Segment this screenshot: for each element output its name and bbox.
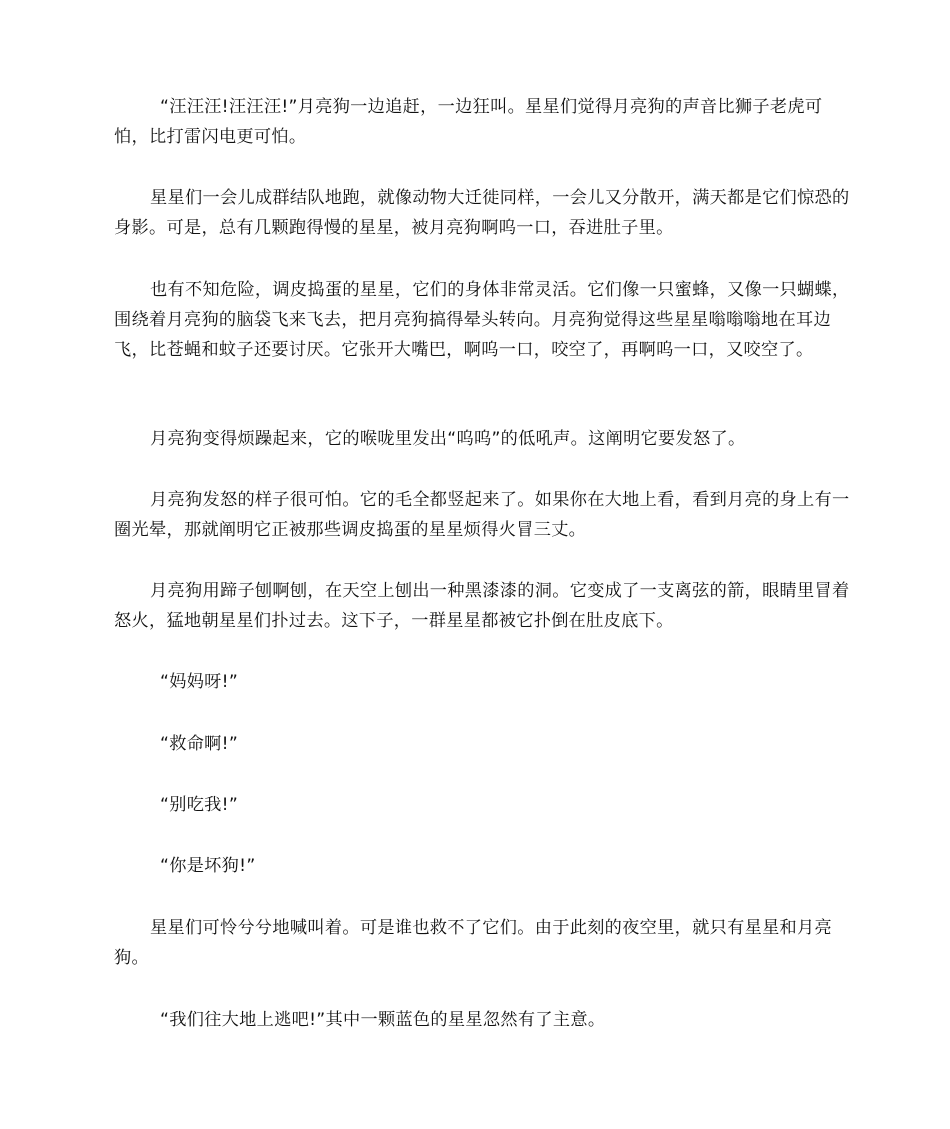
paragraph: “我们往大地上逃吧!”其中一颗蓝色的星星忽然有了主意。 [160, 1010, 606, 1030]
paragraph: “汪汪汪!汪汪汪!”月亮狗一边追赶，一边狂叫。星星们觉得月亮狗的声音比狮子老虎可怕，比打雷闪电更可怕。 [114, 97, 823, 147]
dialogue-line: “你是坏狗!” [160, 856, 256, 876]
dialogue-line: “妈妈呀!” [160, 672, 239, 692]
paragraph: 月亮狗变得烦躁起来，它的喉咙里发出“呜呜”的低吼声。这阐明它要发怒了。 [150, 429, 746, 449]
paragraph: 也有不知危险，调皮捣蛋的星星，它们的身体非常灵活。它们像一只蜜蜂，又像一只蝴蝶，围绕着月亮狗的脑袋飞来飞去，把月亮狗搞得晕头转向。月亮狗觉得这些星星嗡嗡嗡地在耳边飞，比苍蝇和蚊子还要讨厌。它张开大嘴巴，啊呜一口，咬空了，再啊呜一口，又咬空了。 [114, 280, 850, 360]
paragraph: 星星们一会儿成群结队地跑，就像动物大迁徙同样，一会儿又分散开，满天都是它们惊恐的身影。可是，总有几颗跑得慢的星星，被月亮狗啊呜一口，吞进肚子里。 [114, 188, 850, 238]
paragraph: 星星们可怜兮兮地喊叫着。可是谁也救不了它们。由于此刻的夜空里，就只有星星和月亮狗。 [114, 918, 833, 968]
dialogue-line: “救命啊!” [160, 734, 239, 754]
dialogue-line: “别吃我!” [160, 795, 239, 815]
paragraph: 月亮狗用蹄子刨啊刨，在天空上刨出一种黑漆漆的洞。它变成了一支离弦的箭，眼睛里冒着怒火，猛地朝星星们扑过去。这下子，一群星星都被它扑倒在肚皮底下。 [114, 581, 850, 631]
paragraph: 月亮狗发怒的样子很可怕。它的毛全都竖起来了。如果你在大地上看，看到月亮的身上有一圈光晕，那就阐明它正被那些调皮捣蛋的星星烦得火冒三丈。 [114, 490, 850, 540]
